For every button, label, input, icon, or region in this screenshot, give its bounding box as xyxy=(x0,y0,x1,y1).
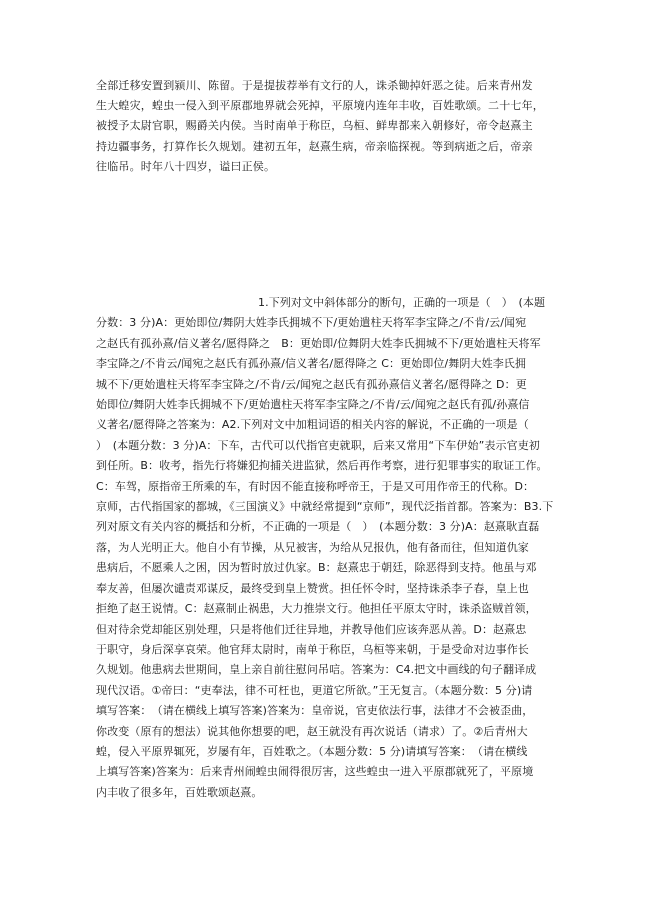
question-line: 久规划。他患病去世期间，皇上亲自前往慰问吊唁。答案为：C4.把文中画线的句子翻译成 xyxy=(96,663,537,677)
question-line: C：车驾，原指帝王所乘的车，有时因不能直接称呼帝王，于是又可用作帝王的代称。D： xyxy=(96,479,535,493)
question-line: 患病后，不愿乘人之困，因为暂时放过仇家。B：赵熹忠于朝廷，除恶得到支持。他虽与邓 xyxy=(96,561,537,575)
question-line: 但对待余党却能区别处理，只是将他们迁往异地，并教导他们应该奔恶从善。D：赵熹忠 xyxy=(96,622,527,636)
text-line: 持边疆事务，打算作长久规划。建初五年，赵熹生病，帝亲临探视。等到病逝之后，帝亲 xyxy=(96,139,533,153)
text-line: 往临吊。时年八十四岁，谥曰正侯。 xyxy=(96,159,276,173)
questions-block xyxy=(96,293,556,803)
question-line: 填写答案： （请在横线上填写答案)答案为：皇帝说，官吏依法行事，法律才不会被歪曲， xyxy=(96,704,534,718)
question-line: 蝗，侵入平原界辄死，岁屡有年，百姓歌之。（本题分数：5 分)请填写答案： （请在横线 xyxy=(96,744,528,758)
question-line: 义著名/愿得降之答案为：A2.下列对文中加粗词语的相关内容的解说，不正确的一项是（ xyxy=(96,418,529,432)
question-line: 你改变（原有的想法）说其他你想要的吧，赵王就没有再次说话（请求）了。②后青州大 xyxy=(96,724,528,738)
question-line: ） (本题分数：3 分)A：下车，古代可以代指官吏就职，后来又常用“下车伊始”表示官吏初 xyxy=(96,438,540,452)
question-line: 到任所。B：收考，指先行将嫌犯拘捕关进监狱，然后再作考察，进行犯罪事实的取证工作。 xyxy=(96,459,548,473)
question-line: 李宝降之/不肯云/闻宛之赵氏有孤孙熹/信义著名/愿得降之 C：更始即位/舞阴大姓李氏拥 xyxy=(96,357,527,371)
question-line: 落，为人光明正大。他自小有节操，从兄被害，为给从兄报仇，他有备而往，但知道仇家 xyxy=(96,540,529,554)
question-line: 于职守，身后深享哀荣。他官拜太尉时，南单于称臣，乌桓等来朝，于是受命对边事作长 xyxy=(96,642,529,656)
question-line: 之赵氏有孤孙熹/信义著名/愿得降之 B：更始即/位舞阴大姓李氏拥城不下/更始遣柱天将军 xyxy=(96,336,541,350)
question-line: 分数：3 分)A：更始即位/舞阴大姓李氏拥城不下/更始遣柱天将军李宝降之/不肯/云/闻宛 xyxy=(96,316,527,330)
text-line: 被授予太尉官职，赐爵关内侯。当时南单于称臣，乌桓、鲜卑都来入朝修好，帝令赵熹主 xyxy=(96,119,533,133)
question-line: 1.下列对文中斜体部分的断句，正确的一项是（ ） (本题 xyxy=(258,296,546,309)
text-line: 生大蝗灾，蝗虫一侵入到平原郡地界就会死掉，平原境内连年丰收，百姓歌颂。二十七年， xyxy=(96,99,544,113)
question-line: 列对原文有关内容的概括和分析，不正确的一项是（ ） (本题分数：3 分)A：赵熹耿直磊 xyxy=(96,520,540,534)
question-line: 始即位/舞阴大姓李氏拥城不下/更始遣柱天将军李宝降之/不肯/云/闻宛之赵氏有孤/孙熹信 xyxy=(96,398,530,412)
question-line: 拒绝了赵王说情。C：赵熹制止祸患，大力推崇文行。他担任平原太守时，诛杀盗贼首领， xyxy=(96,602,537,616)
question-line: 京师，古代指国家的都城，《三国演义》中就经常提到“京师”，现代泛指首都。答案为：B3.下 xyxy=(96,500,554,514)
passage-paragraph xyxy=(96,76,556,177)
question-line: 现代汉语。①帝曰：“吏奉法，律不可枉也，更道它所欲。”王无复言。（本题分数：5 分)请 xyxy=(96,683,533,697)
text-line: 全部迁移安置到颍川、陈留。于是提拔荐举有文行的人，诛杀锄掉奸恶之徒。后来青州发 xyxy=(96,79,533,92)
question-line: 城不下/更始遣柱天将军李宝降之/不肯/云/闻宛之赵氏有孤孙熹信义著名/愿得降之 D：更 xyxy=(96,377,527,391)
question-line: 内丰收了很多年，百姓歌颂赵熹。 xyxy=(96,785,263,799)
question-line: 上填写答案)答案为：后来青州闹蝗虫闹得很厉害，这些蝗虫一进入平原郡就死了，平原境 xyxy=(96,765,534,779)
question-line: 奉友善，但屡次谴责邓谋反，最终受到皇上赞赏。担任怀令时，坚持诛杀李子春，皇上也 xyxy=(96,581,529,595)
